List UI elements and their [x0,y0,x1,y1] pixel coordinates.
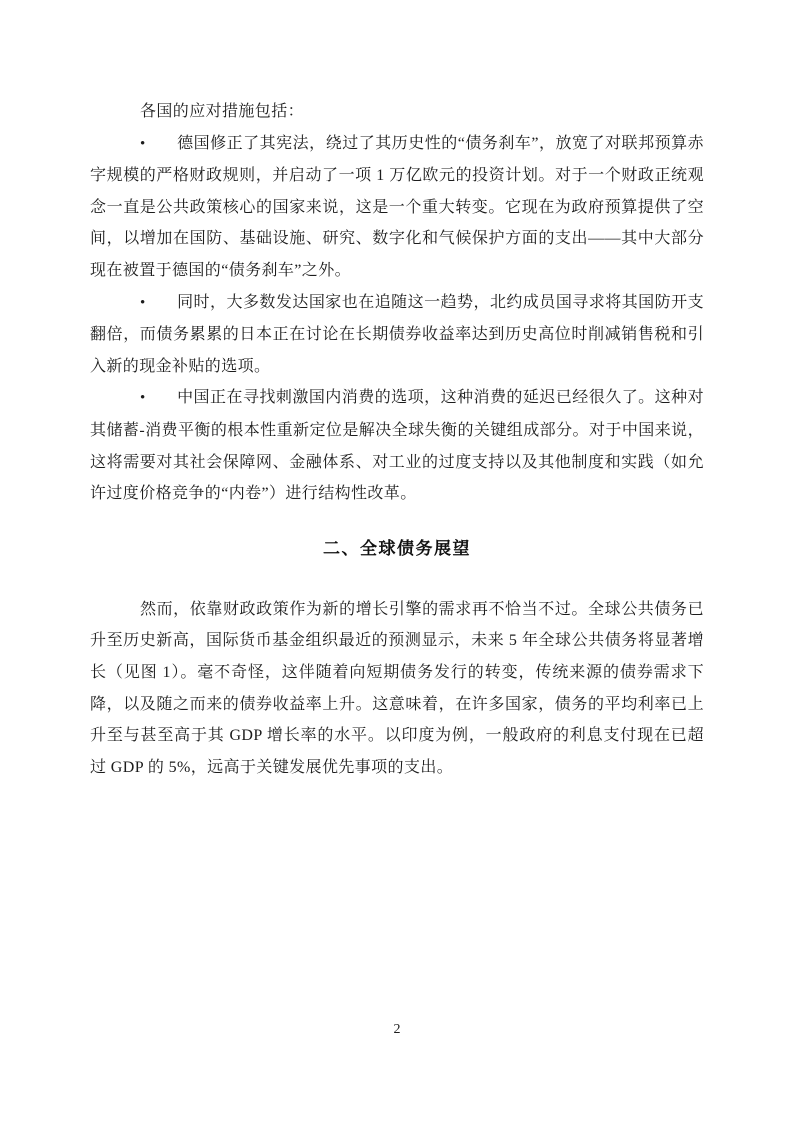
bullet-icon: • [140,294,146,311]
bullet-text: 同时，大多数发达国家也在追随这一趋势，北约成员国寻求将其国防开支翻倍，而债务累累的日本正在讨论在长期债券收益率达到历史高位时削减销售税和引入新的现金补贴的选项。 [90,293,704,375]
bullet-icon: • [140,390,146,407]
outlook-paragraph: 然而，依靠财政政策作为新的增长引擎的需求再不恰当不过。全球公共债务已升至历史新高，国际货币基金组织最近的预测显示，未来 5 年全球公共债务将显著增长（见图 1）。毫不奇怪，这伴随着向短期债务发行的转变，传统来源的债券需求下降，以及随之而来的债券收益率上升。这意味着，在许多国家，债务的平均利率已上升至与甚至高于其 GDP 增长率的水平。以印度为例，一般政府的利息支付现在已超过 GDP 的 5%，远高于关键发展优先事项的支出。 [90,600,704,776]
document-content [90,96,704,783]
bullet-item-china [90,382,704,509]
bullet-text: 德国修正了其宪法，绕过了其历史性的“债务刹车”，放宽了对联邦预算赤字规模的严格财政规则，并启动了一项 1 万亿欧元的投资计划。对于一个财政正统观念一直是公共政策核心的国家来说，这是一个重大转变。它现在为政府预算提供了空间，以增加在国防、基础设施、研究、数字化和气候保护方面的支出——其中大部分现在被置于德国的“债务刹车”之外。 [90,134,704,279]
bullet-item-developed-countries [90,287,704,383]
bullet-icon: • [140,135,146,152]
page-number: 2 [393,1022,401,1037]
bullet-text: 中国正在寻找刺激国内消费的选项，这种消费的延迟已经很久了。这种对其储蓄-消费平衡的根本性重新定位是解决全球失衡的关键组成部分。对于中国来说，这将需要对其社会保障网、金融体系、对工业的过度支持以及其他制度和实践（如允许过度价格竞争的“内卷”）进行结构性改革。 [90,389,704,503]
bullet-item-germany [90,128,704,287]
section-heading-global-debt-outlook: 二、全球债务展望 [323,538,471,558]
intro-paragraph: 各国的应对措施包括： [140,103,305,120]
